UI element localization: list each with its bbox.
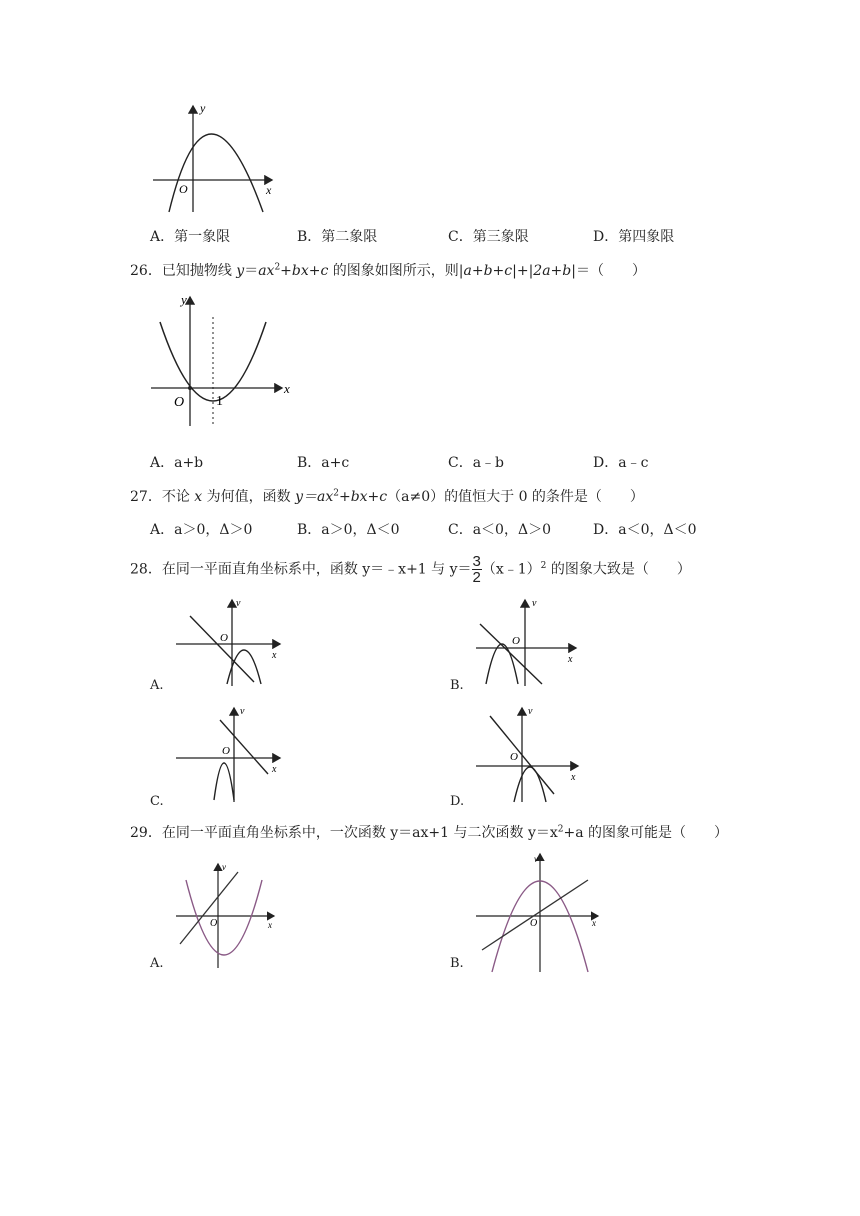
y-label: v [222, 862, 226, 872]
line [180, 872, 238, 944]
q28-label-a: A. [150, 678, 164, 693]
origin-label: O [179, 182, 188, 196]
q25-option-d: D．第四象限 [593, 229, 675, 245]
origin-label: O [210, 918, 218, 929]
y-label: y [200, 101, 206, 115]
x-label: x [266, 183, 272, 197]
q27-option-d: D．a＜0，Δ＜0 [593, 522, 697, 538]
q26-stem: 26．已知抛物线 $y=ax^2+bx+c$ 的图象如图所示，则|a+b+c|+|2a+b|＝（ ） [130, 262, 646, 279]
parabola [169, 134, 263, 212]
parabola [214, 763, 234, 800]
y-label: v [528, 706, 533, 717]
y-label: y [181, 292, 187, 307]
origin-label: O [530, 918, 538, 929]
q29-stem: 29．在同一平面直角坐标系中，一次函数 y＝ax+1 与二次函数 $y=x^2+a$ 的图象可能是（ ） [130, 824, 729, 841]
origin-label: O [512, 635, 520, 647]
q28-graph-a [172, 596, 287, 688]
x-label: x [272, 650, 277, 661]
q25-graph [150, 100, 280, 215]
q26-option-d: D．a﹣c [593, 455, 649, 471]
x-label: x [268, 920, 272, 930]
tick-label-one: 1 [216, 394, 223, 409]
x-label: x [272, 764, 277, 775]
q27-option-a: A．a＞0，Δ＞0 [150, 522, 253, 538]
y-label: v [236, 598, 241, 609]
q29-label-b: B. [450, 956, 464, 971]
q27-option-b: B．a＞0，Δ＜0 [297, 522, 400, 538]
q28-graph-c [172, 704, 287, 804]
y-label: v [240, 706, 245, 717]
q25-option-a: A．第一象限 [150, 229, 231, 245]
origin-label: O [174, 395, 185, 410]
q27-stem: 27．不论 x 为何值，函数 $y=ax^2+bx+c(a\ne 0)$的值恒大于 0 的条件是（ ） [130, 488, 644, 505]
x-label: x [284, 381, 290, 396]
q28-graph-b [472, 596, 582, 688]
x-label: x [592, 918, 596, 928]
q26-option-c: C．a﹣b [448, 455, 505, 471]
q28-graph-d [472, 704, 587, 804]
q25-option-c: C．第三象限 [448, 229, 529, 245]
q26-option-a: A．a+b [150, 455, 204, 471]
q26-option-b: B．a+c [297, 455, 350, 471]
fraction: $\frac{3}{2}$ [472, 553, 481, 586]
line [482, 880, 588, 950]
q29-graph-b [472, 850, 607, 975]
origin-label: O [222, 745, 230, 757]
parabola [186, 880, 262, 955]
q28-label-b: B. [450, 678, 464, 693]
q25-option-b: B．第二象限 [297, 229, 378, 245]
origin-label: O [510, 751, 518, 763]
line [190, 616, 254, 682]
q28-label-c: C. [150, 794, 164, 809]
q26-graph [148, 292, 298, 432]
y-label: v [532, 598, 537, 609]
x-label: x [571, 772, 576, 783]
parabola [514, 767, 546, 802]
q27-option-c: C．a＜0，Δ＞0 [448, 522, 551, 538]
q29-graph-a [172, 860, 282, 970]
origin-label: O [220, 632, 228, 644]
q29-label-a: A. [150, 956, 164, 971]
parabola [486, 644, 518, 684]
x-label: x [568, 654, 573, 665]
y-label: v [534, 854, 538, 864]
origin-point [188, 386, 192, 390]
line [480, 624, 542, 684]
q28-stem: 28．在同一平面直角坐标系中，函数 y＝﹣x+1 与 y＝ $\frac{3}{2}$ （x﹣1）$^2$ 的图象大致是（ ） [130, 553, 691, 586]
q28-label-d: D. [450, 794, 465, 809]
